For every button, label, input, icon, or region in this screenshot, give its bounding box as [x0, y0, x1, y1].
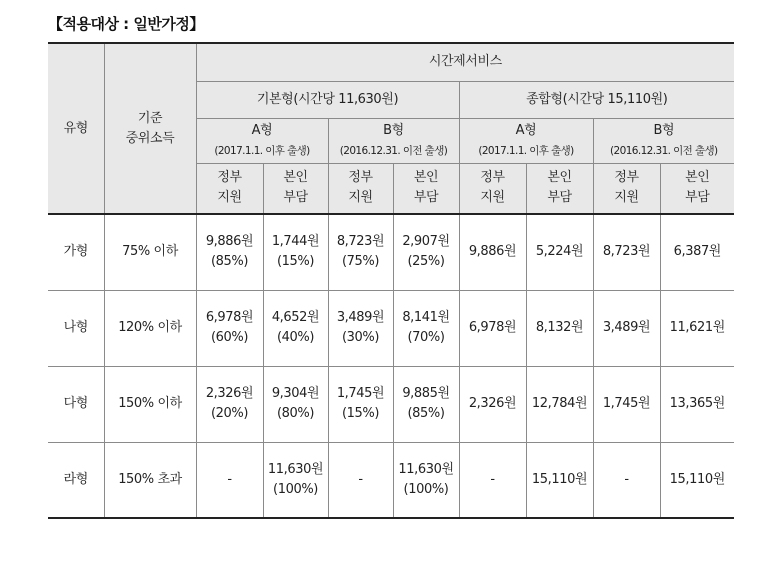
amount-cell — [393, 214, 459, 290]
amount-value: 8,723원 — [602, 244, 651, 260]
amount-value: 1,745원 — [336, 386, 385, 401]
amount-cell — [393, 366, 459, 442]
amount-cell — [263, 214, 328, 290]
amount-percent: (40%) — [276, 330, 315, 345]
combined-a-type-header: A형 (2017.1.1. 이후 출생) — [459, 118, 593, 163]
fee-table — [48, 42, 734, 519]
row-income-cell: 150% 초과 — [104, 442, 196, 518]
amount-percent: (25%) — [407, 254, 445, 270]
self-pay-header: 본인 부담 — [393, 163, 459, 214]
amount-value: 2,907원 — [402, 234, 450, 250]
amount-value: - — [227, 471, 232, 487]
row-type-cell: 라형 — [48, 442, 104, 518]
amount-value: 15,110원 — [531, 471, 588, 487]
page-title: 【적용대상 : 일반가정】 — [48, 15, 204, 33]
gov-support-header: 정부 지원 — [196, 163, 263, 214]
combined-plan-header: 종합형(시간당 15,110원) — [459, 81, 734, 118]
amount-cell — [459, 290, 526, 366]
income-header: 기준 중위소득 — [104, 43, 196, 214]
row-income-cell: 150% 이하 — [104, 366, 196, 442]
table-body — [48, 214, 734, 518]
amount-value: 6,978원 — [468, 320, 517, 335]
amount-percent: (85%) — [210, 254, 249, 270]
combined-b-type-header: B형 (2016.12.31. 이전 출생) — [593, 118, 734, 163]
amount-value: - — [490, 471, 495, 487]
self-pay-header: 본인 부담 — [263, 163, 328, 214]
amount-value: 11,630원 — [267, 461, 324, 477]
basic-b-type-header: B형 (2016.12.31. 이전 출생) — [328, 118, 459, 163]
amount-percent: (75%) — [341, 254, 380, 270]
row-type-cell: 다형 — [48, 366, 104, 442]
amount-cell — [526, 290, 593, 366]
service-header: 시간제서비스 — [196, 43, 734, 81]
amount-percent: (80%) — [276, 406, 315, 421]
amount-value: 5,224원 — [535, 244, 584, 260]
amount-value: 8,723원 — [336, 234, 385, 250]
amount-cell — [263, 442, 328, 518]
amount-cell — [328, 442, 393, 518]
amount-percent: (85%) — [407, 406, 445, 421]
amount-value: 3,489원 — [336, 310, 385, 325]
amount-percent: (60%) — [210, 330, 249, 345]
amount-percent: (100%) — [273, 481, 318, 497]
amount-percent: (30%) — [341, 330, 380, 345]
amount-value: 8,132원 — [535, 320, 584, 335]
amount-value: 1,745원 — [602, 396, 651, 411]
amount-value: 2,326원 — [468, 396, 517, 411]
table-row — [48, 442, 734, 518]
type-header: 유형 — [48, 43, 104, 214]
amount-value: 9,304원 — [271, 386, 320, 401]
amount-percent: (70%) — [407, 330, 445, 345]
amount-cell — [263, 290, 328, 366]
amount-percent: (15%) — [341, 406, 380, 421]
amount-value: 13,365원 — [669, 396, 725, 411]
self-pay-header: 본인 부담 — [526, 163, 593, 214]
amount-value: 11,621원 — [669, 320, 725, 335]
gov-support-header: 정부 지원 — [459, 163, 526, 214]
amount-cell — [196, 214, 263, 290]
amount-cell — [660, 214, 734, 290]
amount-value: 1,744원 — [271, 234, 320, 250]
amount-cell — [660, 442, 734, 518]
amount-cell — [459, 442, 526, 518]
table-row — [48, 290, 734, 366]
amount-cell — [593, 214, 660, 290]
basic-a-type-header: A형 (2017.1.1. 이후 출생) — [196, 118, 328, 163]
amount-cell — [263, 366, 328, 442]
amount-value: - — [624, 471, 629, 487]
amount-value: 9,886원 — [468, 244, 517, 260]
row-income-cell: 120% 이하 — [104, 290, 196, 366]
amount-value: 9,886원 — [205, 234, 254, 250]
amount-percent: (20%) — [210, 406, 249, 421]
amount-cell — [526, 366, 593, 442]
amount-value: - — [358, 471, 363, 487]
amount-cell — [459, 214, 526, 290]
table-header — [48, 43, 734, 214]
amount-value: 2,326원 — [205, 386, 254, 401]
amount-value: 12,784원 — [531, 396, 588, 411]
amount-cell — [526, 442, 593, 518]
amount-cell — [526, 214, 593, 290]
amount-cell — [660, 290, 734, 366]
row-type-cell: 가형 — [48, 214, 104, 290]
amount-cell — [196, 290, 263, 366]
amount-cell — [328, 366, 393, 442]
amount-cell — [593, 290, 660, 366]
amount-cell — [328, 214, 393, 290]
amount-value: 3,489원 — [602, 320, 651, 335]
amount-cell — [393, 442, 459, 518]
amount-value: 9,885원 — [402, 386, 450, 401]
amount-value: 4,652원 — [271, 310, 320, 325]
amount-cell — [328, 290, 393, 366]
amount-cell — [593, 366, 660, 442]
amount-cell — [196, 366, 263, 442]
amount-value: 6,978원 — [205, 310, 254, 325]
amount-value: 8,141원 — [402, 310, 450, 325]
amount-value: 6,387원 — [673, 244, 721, 260]
amount-cell — [393, 290, 459, 366]
amount-value: 11,630원 — [398, 461, 454, 477]
self-pay-header: 본인 부담 — [660, 163, 734, 214]
amount-percent: (15%) — [276, 254, 315, 270]
amount-percent: (100%) — [403, 481, 449, 497]
amount-cell — [593, 442, 660, 518]
basic-plan-header: 기본형(시간당 11,630원) — [196, 81, 459, 118]
row-income-cell: 75% 이하 — [104, 214, 196, 290]
amount-cell — [459, 366, 526, 442]
table-row — [48, 366, 734, 442]
amount-cell — [660, 366, 734, 442]
amount-cell — [196, 442, 263, 518]
gov-support-header: 정부 지원 — [593, 163, 660, 214]
gov-support-header: 정부 지원 — [328, 163, 393, 214]
row-type-cell: 나형 — [48, 290, 104, 366]
amount-value: 15,110원 — [669, 471, 725, 487]
table-row — [48, 214, 734, 290]
